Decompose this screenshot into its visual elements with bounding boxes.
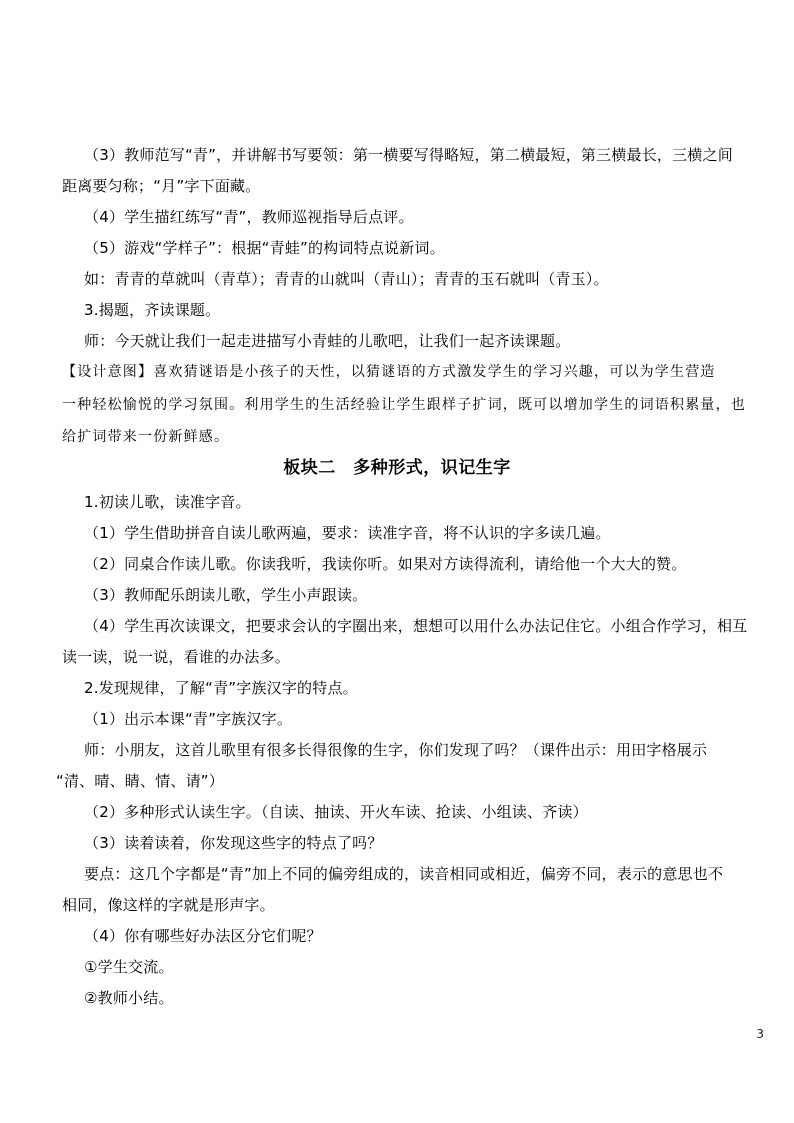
text-line: “清、晴、睛、情、请”）: [56, 772, 224, 790]
text-line: （1）出示本课“青”字族汉字。: [84, 710, 293, 728]
text-line: （4）你有哪些好办法区分它们呢？: [84, 927, 322, 945]
text-line: 要点：这几个字都是“青”加上不同的偏旁组成的，读音相同或相近，偏旁不同，表示的意思也不: [84, 865, 724, 883]
text-line: 师：今天就让我们一起走进描写小青蛙的儿歌吧，让我们一起齐读课题。: [84, 332, 571, 350]
text-line: （4）学生描红练写“青”，教师巡视指导后点评。: [84, 208, 414, 226]
text-line: （1）学生借助拼音自读儿歌两遍，要求：读准字音，将不认识的字多读几遍。: [84, 524, 611, 542]
design-intent-line: 给扩词带来一份新鲜感。: [62, 429, 230, 445]
text-line: 如：青青的草就叫（青草）；青青的山就叫（青山）；青青的玉石就叫（青玉）。: [84, 270, 609, 288]
text-line: 距离要匀称；“月”字下面藏。: [62, 177, 261, 195]
text-line: 师：小朋友，这首儿歌里有很多长得很像的生字，你们发现了吗？（课件出示：用田字格展示: [84, 741, 708, 759]
design-intent-line: 【设计意图】喜欢猜谜语是小孩子的天性，以猜谜语的方式激发学生的学习兴趣，可以为学生营造: [62, 364, 716, 380]
text-line: （4）学生再次读课文，把要求会认的字圈出来，想想可以用什么办法记住它。小组合作学习，相互: [84, 617, 748, 635]
text-line: （2）同桌合作读儿歌。你读我听，我读你听。如果对方读得流利，请给他一个大大的赞。: [84, 555, 687, 573]
text-line: （3）教师配乐朗读儿歌，学生小声跟读。: [84, 586, 368, 604]
text-line: 相同，像这样的字就是形声字。: [62, 896, 275, 914]
page-number: 3: [756, 1027, 764, 1041]
text-line: ②教师小结。: [84, 989, 174, 1007]
text-line: 1.初读儿歌，读准字音。: [84, 493, 251, 511]
section-heading: 板块二 多种形式，识记生字: [283, 458, 511, 478]
text-line: ①学生交流。: [84, 958, 174, 976]
design-intent-line: 一种轻松愉悦的学习氛围。利用学生的生活经验让学生跟样子扩词，既可以增加学生的词语积累量，也: [62, 397, 746, 413]
text-line: 2.发现规律，了解“青”字族汉字的特点。: [84, 679, 358, 697]
text-line: （3）教师范写“青”，并讲解书写要领：第一横要写得略短，第二横最短，第三横最长，三横之间: [84, 146, 733, 164]
text-line: 3.揭题，齐读课题。: [84, 301, 221, 319]
text-line: （3）读着读着，你发现这些字的特点了吗？: [84, 834, 383, 852]
text-line: （2）多种形式认读生字。（自读、抽读、开火车读、抢读、小组读、齐读）: [84, 803, 588, 821]
text-line: （5）游戏“学样子”：根据“青蛙”的构词特点说新词。: [84, 239, 445, 257]
text-line: 读一读，说一说，看谁的办法多。: [62, 648, 291, 666]
